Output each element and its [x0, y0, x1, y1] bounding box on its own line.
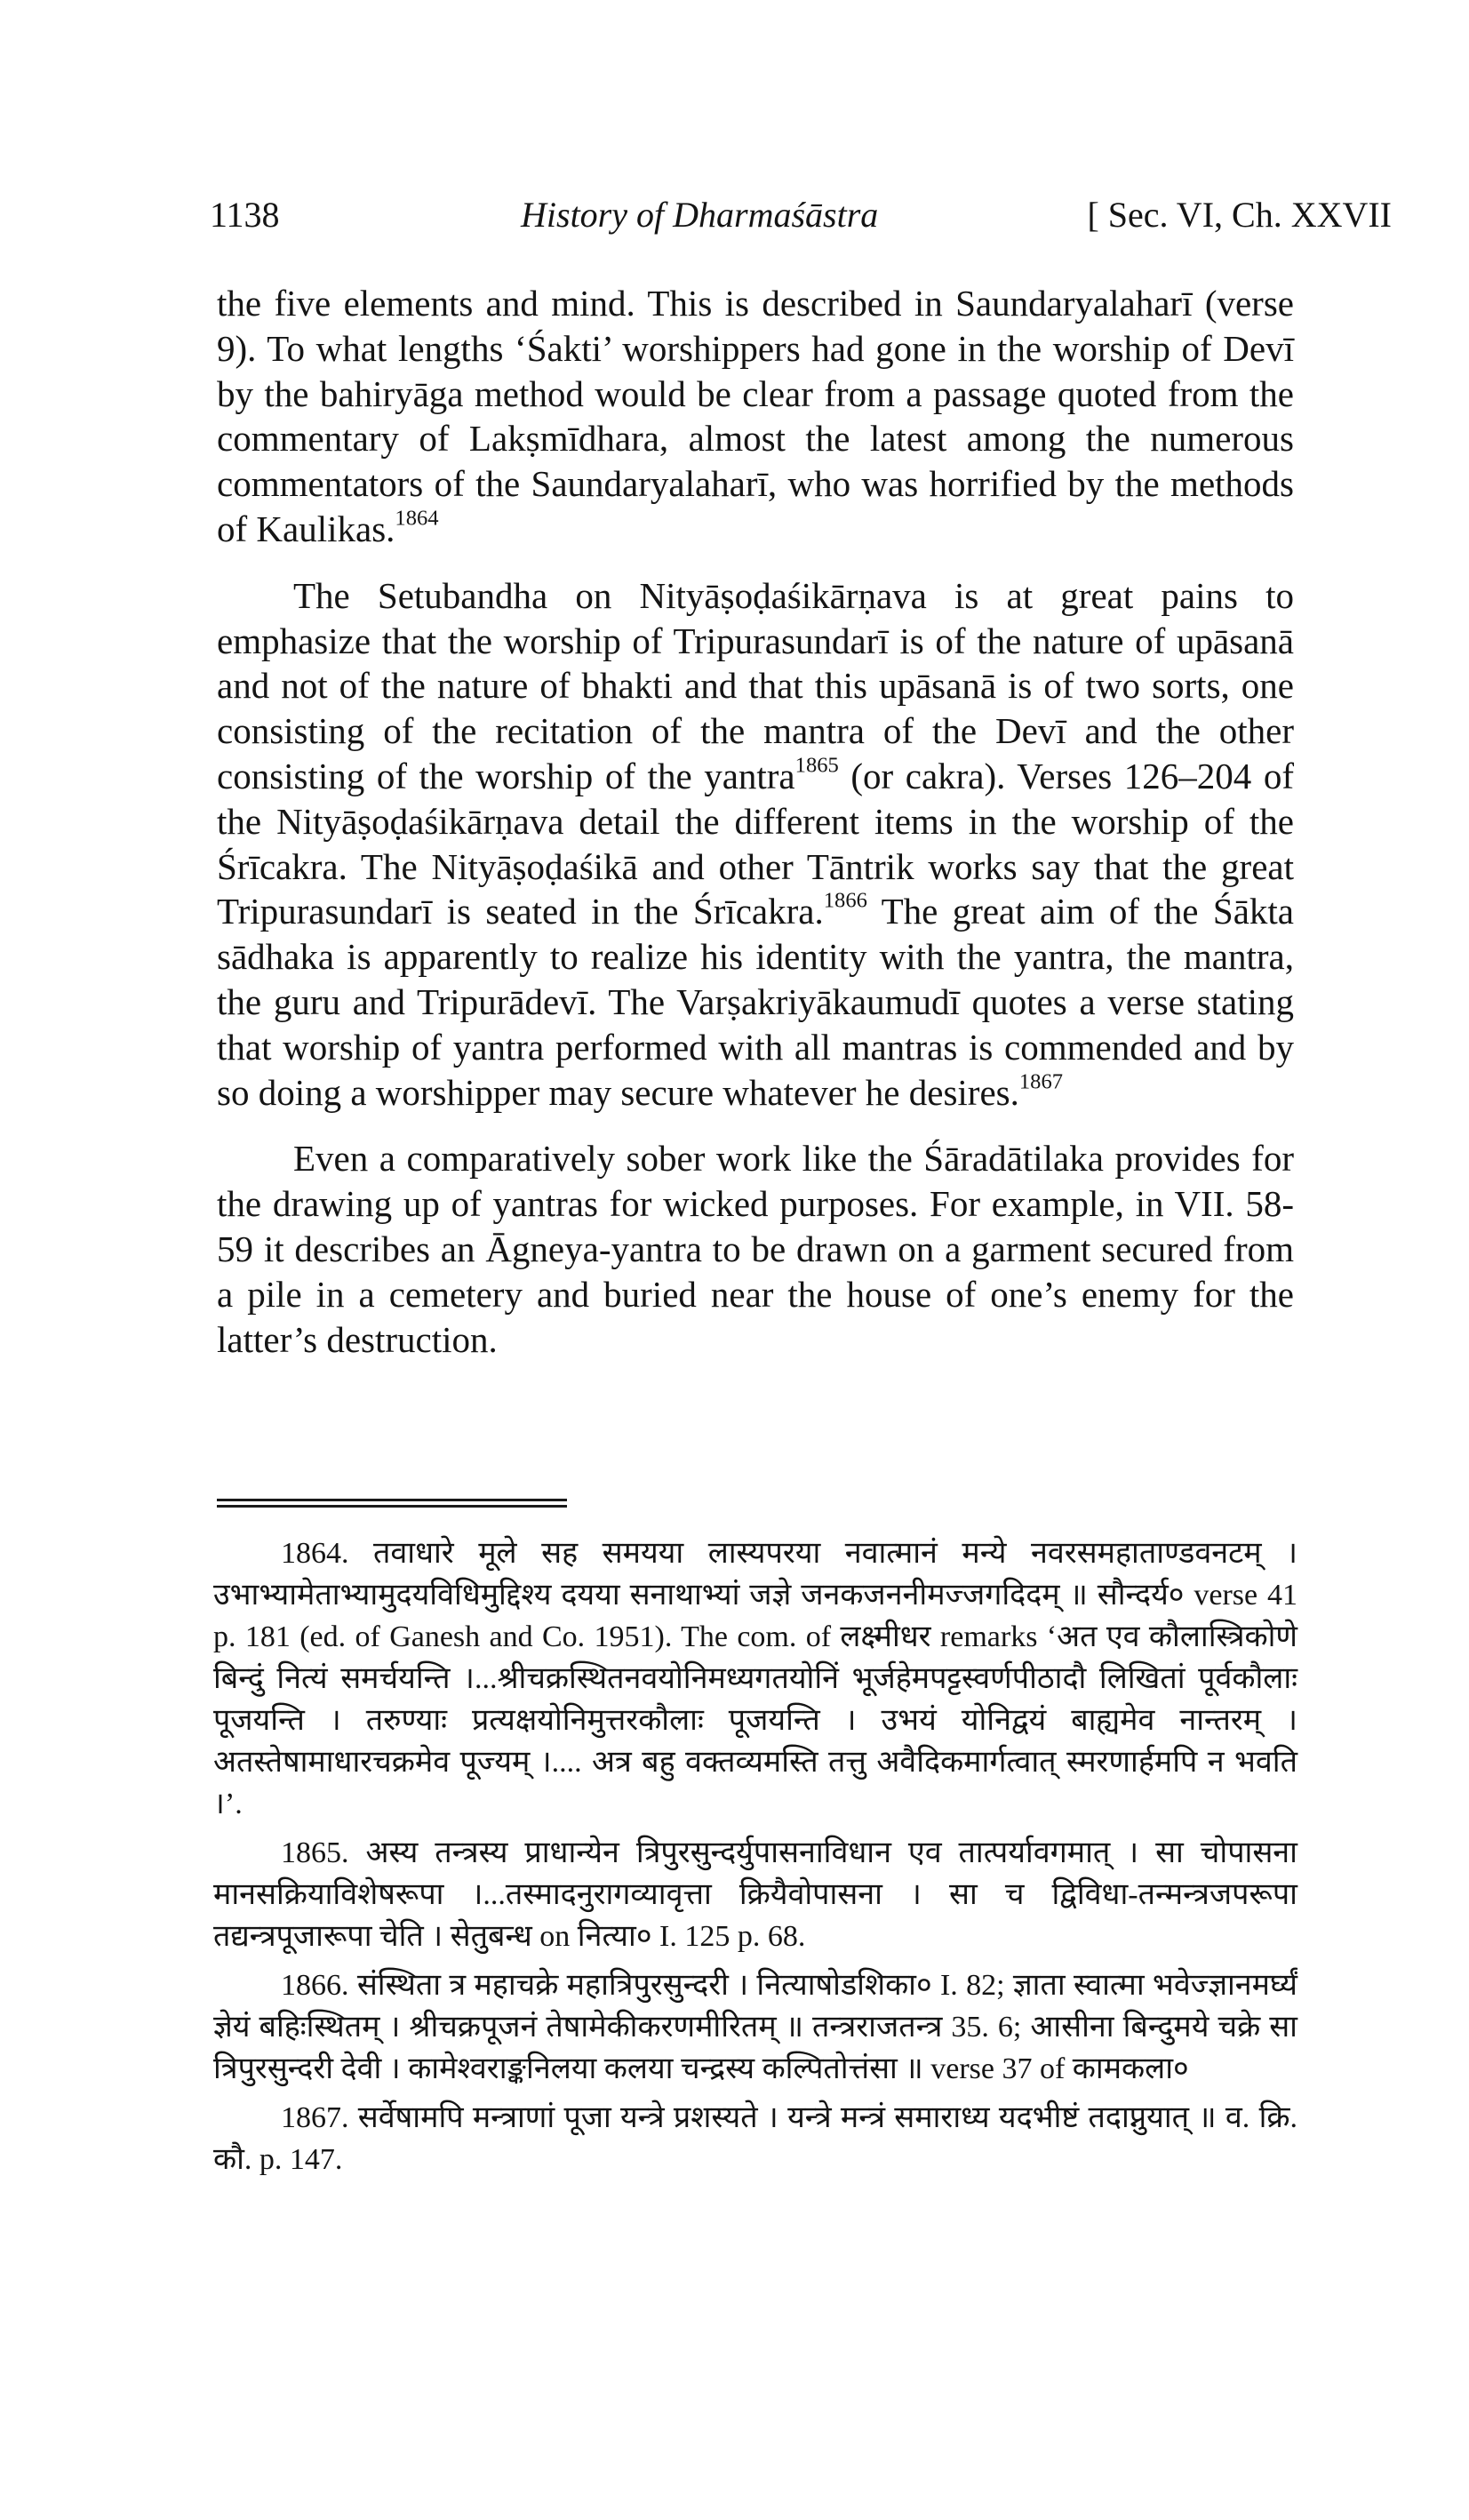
paragraph-2 — [217, 573, 1294, 1116]
footnote-ref-1867: 1867 — [1018, 1069, 1064, 1094]
section-reference: [ Sec. VI, Ch. XXVII — [1087, 195, 1392, 235]
paragraph-3: Even a comparatively sober work like the Śāradātilaka provides for the drawing up of yantras for wicked purposes. For example, in VII. 58-59 it describes an Āgneya-yantra to be drawn on a garment secured from a pile in a cemetery and buried near the house of one’s enemy for the latter’s destruction. — [217, 1138, 1294, 1360]
footnotes — [213, 1532, 1297, 2188]
page-header — [210, 188, 1392, 242]
footnote-rule-line-2 — [217, 1505, 567, 1508]
paragraph-2-text-c: The great aim of the Śākta sādhaka is apparently to realize his identity with the yantra, the mantra, the guru and Tripurādevī. The Varṣakriyākaumudī quotes a verse stating that worship of yantra performed with all mantras is commended and by so doing a worshipper may secure whatever he desires. — [217, 891, 1294, 1113]
footnote-1864: 1864. तवाधारे मूले सह समयया लास्यपरया नवात्मानं मन्ये नवरसमहाताण्डवनटम् । उभाभ्यामेताभ्यामुदयविधिमुद्दिश्य दयया सनाथाभ्यां जज्ञे जनकजननीमज्जगदिदम् ॥ सौन्दर्य० verse 41 p. 181 (ed. of Ganesh and Co. 1951). The com. of लक्ष्मीधर remarks ‘अत एव कौलास्त्रिकोणे बिन्दुं नित्यं समर्चयन्ति ।...श्रीचक्रस्थितनवयोनिमध्यगतयोनिं भूर्जहेमपट्टस्वर्णपीठादौ लिखितां पूर्वकौलाः पूजयन्ति । तरुण्याः प्रत्यक्षयोनिमुत्तरकौलाः पूजयन्ति । उभयं योनिद्वयं बाह्यमेव नान्तरम् । अतस्तेषामाधारचक्रमेव पूज्यम् ।.... अत्र बहु वक्तव्यमस्ति तत्तु अवैदिकमार्गत्वात् स्मरणार्हमपि न भवति ।’. — [213, 1537, 1297, 1820]
paragraph-2-text-b: (or cakra). Verses 126–204 of the Nityāṣoḍaśikārṇava detail the different items in the worship of the Śrīcakra. The Nityāṣoḍaśikā and other Tāntrik works say that the great Tripurasundarī is seated in the Śrīcakra. — [217, 755, 1294, 932]
paragraph-1-text: the five elements and mind. This is described in Saundaryalaharī (verse 9). To what lengths ‘Śakti’ worshippers had gone in the worship of Devī by the bahiryāga method would be clear from a passage quoted from the commentary of Lakṣmīdhara, almost the latest among the numerous commentators of the Saundaryalaharī, who was horrified by the methods of Kaulikas. — [217, 283, 1294, 549]
footnote-ref-1865: 1865 — [794, 753, 839, 778]
paragraph-2-text-a: The Setubandha on Nityāṣoḍaśikārṇava is at great pains to emphasize that the worship of Tripurasundarī is of the nature of upāsanā and not of the nature of bhakti and that this upāsanā is of two sorts, one consisting of the recitation of the mantra of the Devī and the other consisting of the worship of the yantra — [217, 574, 1294, 796]
paragraph-1 — [217, 281, 1294, 552]
footnote-ref-1866: 1866 — [823, 888, 867, 913]
footnote-ref-1864: 1864 — [395, 506, 439, 531]
footnote-1867: 1867. सर्वेषामपि मन्त्राणां पूजा यन्त्रे प्रशस्यते । यन्त्रे मन्त्रं समाराध्य यदभीष्टं तदाप्नुयात् ॥ व. क्रि. कौ. p. 147. — [213, 2101, 1297, 2176]
footnote-1866: 1866. संस्थिता त्र महाचक्रे महात्रिपुरसुन्दरी । नित्याषोडशिका० I. 82; ज्ञाता स्वात्मा भवेज्ज्ञानमर्घ्यं ज्ञेयं बहिःस्थितम् । श्रीचक्रपूजनं तेषामेकीकरणमीरितम् ॥ तन्त्रराजतन्त्र 35. 6; आसीना बिन्दुमये चक्रे सा त्रिपुरसुन्दरी देवी । कामेश्वराङ्कनिलया कलया चन्द्रस्य कल्पितोत्तंसा ॥ verse 37 of कामकला० — [213, 1969, 1297, 2085]
main-text — [217, 281, 1294, 1383]
running-title: History of Dharmaśāstra — [521, 195, 879, 235]
footnote-rule — [217, 1499, 567, 1508]
page-number: 1138 — [210, 195, 280, 235]
footnote-1865: 1865. अस्य तन्त्रस्य प्राधान्येन त्रिपुरसुन्दर्युपासनाविधान एव तात्पर्यावगमात् । सा चोपासना मानसक्रियाविशेषरूपा ।...तस्मादनुरागव्यावृत्ता क्रियैवोपासना । सा च द्विविधा-तन्मन्त्रजपरूपा तद्यन्त्रपूजारूपा चेति । सेतुबन्ध on नित्या० I. 125 p. 68. — [213, 1836, 1297, 1953]
footnote-rule-line-1 — [217, 1499, 567, 1501]
